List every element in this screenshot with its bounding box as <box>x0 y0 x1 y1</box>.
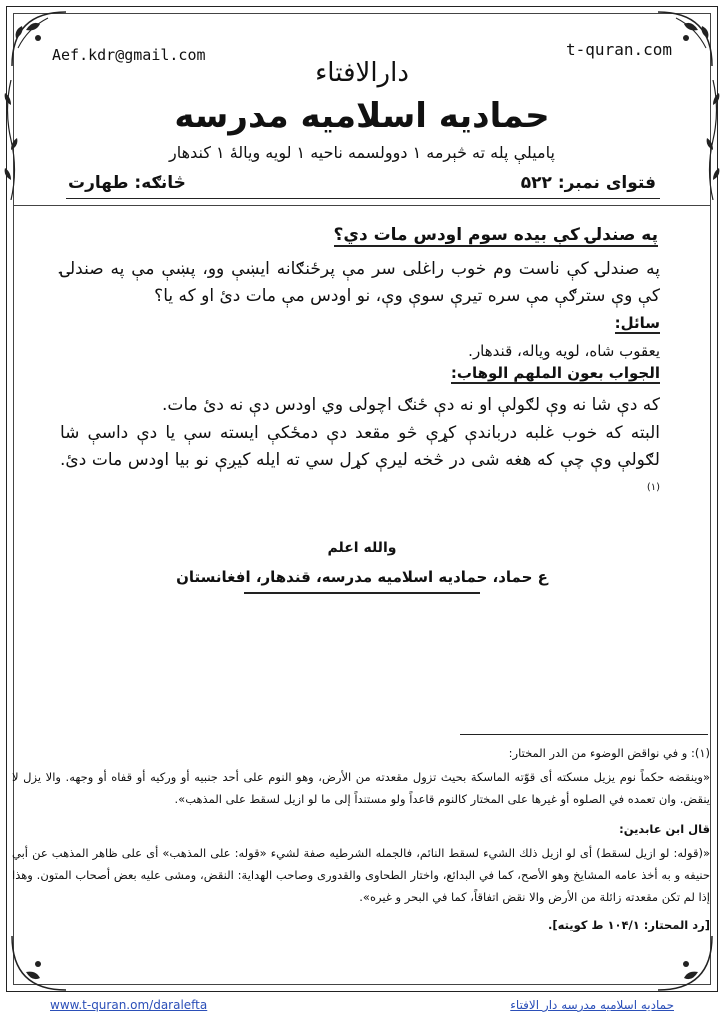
corner-ornament-bottom-right <box>654 932 716 994</box>
footnote-durr-quote: «وينقضه حكماً نوم يزيل مسكته أى قوّته الماسكة بحيث تزول مقعدته من الأرض، وهو النوم على أحد جنبيه أو وركيه أو قفاه أو وجهه. والا يزل لا ينقض. وان تعمده في الصلوه أو غيرها على المختار كالنوم قاعداً ولو مستنداً إلى ما لو ازيل لسقط على المذهب». <box>12 770 710 806</box>
footnote-intro: (۱): و في نواقض الوضوء من الدر المختار: <box>508 746 710 760</box>
corner-ornament-bottom-left <box>8 932 70 994</box>
asker-name: يعقوب شاه، لويه وياله، قندهار. <box>468 342 660 360</box>
header-divider-full <box>13 205 711 206</box>
signature: ع حماد، حمادیه اسلامیه مدرسه، قندهار، افغانستان <box>176 568 548 586</box>
question-title: په صندلۍ کې بيده سوم اودس مات دي؟ <box>333 225 658 245</box>
answer-line-2-text: البته که خوب غلبه درباندې کړې څو مقعد دې دمځکې ايسته سې يا دې داسې شا لګولې وې چې که هغه شی در څخه ليرې کړل سي ته ايله کيږې نو بيا اودس مات دئ. <box>60 423 660 470</box>
darul-ifta-title: دارالافتاء <box>315 58 409 88</box>
answer-heading: الجواب بعون الملهم الوهاب: <box>450 364 660 382</box>
signature-underline <box>244 592 480 594</box>
madrasa-title: حمادیه اسلامیه مدرسه <box>174 96 550 136</box>
fatwa-number: فتوای نمبر: ۵۲۲ <box>520 173 656 193</box>
answer-line-2 <box>60 420 660 506</box>
footnote-ibn-abidin-label: قال ابن عابدين: <box>619 822 710 836</box>
header-divider <box>66 198 660 199</box>
question-text: په صندلۍ کې ناست وم خوب راغلی سر مې پرځنګانه ايښې وو، پښې مې په صندلۍ کې وې سترګې مې سره تيرې سوې وې، نو اودس مې مات دئ او که يا؟ <box>60 259 660 306</box>
footer-url-link[interactable]: www.t-quran.om/daralefta <box>50 998 208 1012</box>
footnote-divider <box>460 734 708 735</box>
asker-label: سائل: <box>614 314 660 332</box>
address-line: پاميلې پله ته څېرمه ۱ دوولسمه ناحيه ۱ لويه ويالهٔ ۱ کندهار <box>169 143 555 162</box>
contact-email[interactable]: Aef.kdr@gmail.com <box>52 46 206 64</box>
section-label: څانګه: طهارت <box>68 173 186 193</box>
closing-phrase: والله اعلم <box>327 540 397 556</box>
footnote-ibn-abidin-quote: «(قوله: لو ازيل لسقط) أى لو ازيل ذلك الشيء لسقط النائم، فالجمله الشرطيه صفة لشيء «قوله: على المذهب» أى على ظاهر المذهب عن أبي حنيفه و به أخذ عامه المشايخ وهو الأصح، كما في البدائع، واختار الطحاوى والقدورى وصاحب الهداية: النقض، ومشى عليه بعض أصحاب المتون. وهذا إذا لم تكن مقعدته زائلة من الأرض والا نقض اتفاقاً، كما في البحر و غيره». <box>12 846 710 904</box>
website-link[interactable]: t-quran.com <box>566 40 672 59</box>
answer-line-1: که دې شا نه وې لګولې او نه دې ځنګ اچولی وي اودس دې نه دئ مات. <box>162 395 660 415</box>
footnote-citation: [رد المحتار: ۱۰۴/۱ ط كويته]. <box>547 918 710 932</box>
footnote-reference[interactable]: (۱) <box>646 482 660 493</box>
footer-title-link[interactable]: حمادیه اسلامیه مدرسه دار الافتاء <box>510 998 674 1012</box>
